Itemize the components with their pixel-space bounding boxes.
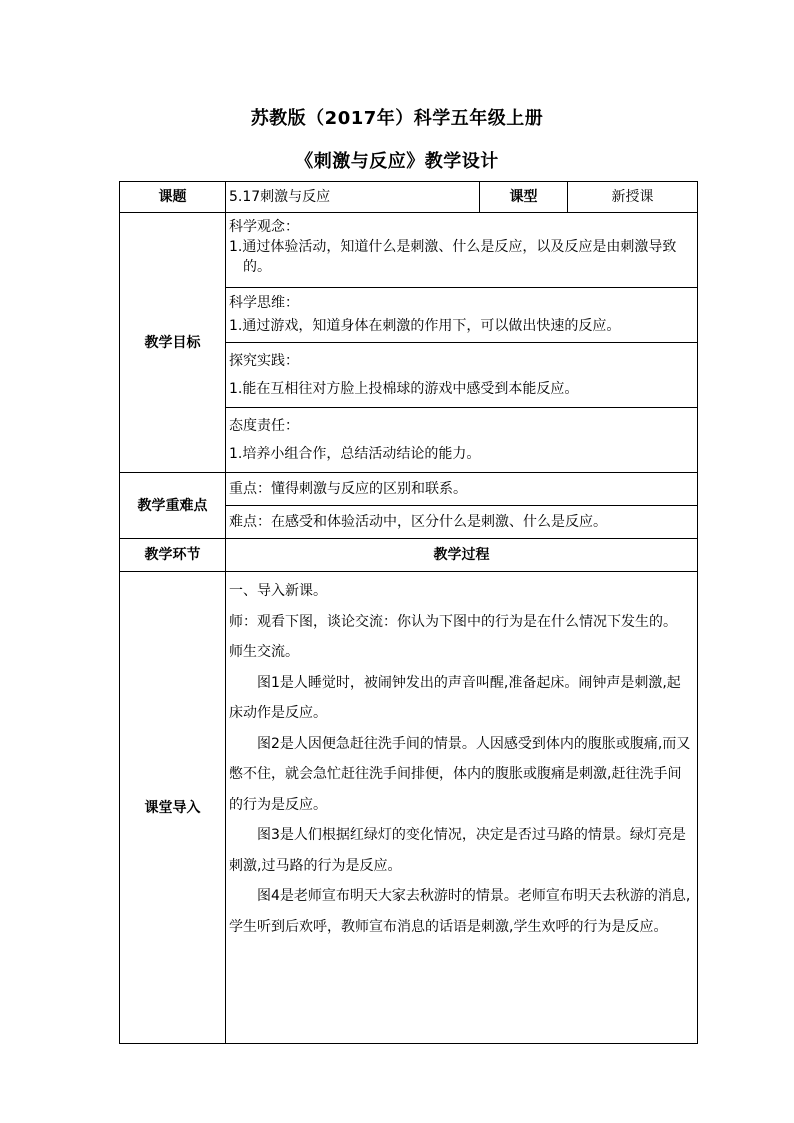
goal-item: 1.能在互相往对方脸上投棉球的游戏中感受到本能反应。 bbox=[229, 381, 579, 397]
process-paragraph: 图1是人睡觉时，被闹钟发出的声音叫醒,准备起床。闹钟声是刺激,起床动作是反应。 bbox=[229, 674, 681, 721]
lesson-plan-table bbox=[119, 181, 698, 1044]
document-subtitle: 《刺激与反应》教学设计 bbox=[295, 151, 499, 172]
goal-item: 1.通过体验活动，知道什么是刺激、什么是反应，以及反应是由刺激导致的。 bbox=[229, 239, 677, 275]
process-paragraph: 图4是老师宣布明天大家去秋游时的情景。老师宣布明天去秋游的消息,学生听到后欢呼，教师宣布消息的话语是刺激,学生欢呼的行为是反应。 bbox=[229, 888, 691, 935]
goal-heading: 探究实践： bbox=[229, 353, 299, 369]
process-paragraph: 图2是人因便急赶往洗手间的情景。人因感受到体内的腹胀或腹痛,而又憋不住，就会急忙赶往洗手间排便，体内的腹胀或腹痛是刺激,赶往洗手间的行为是反应。 bbox=[229, 735, 691, 813]
goal-item: 1.通过游戏，知道身体在刺激的作用下，可以做出快速的反应。 bbox=[229, 318, 621, 334]
goal-section-attitude bbox=[226, 408, 698, 473]
process-header: 教学过程 bbox=[226, 539, 698, 572]
key-point: 重点：懂得刺激与反应的区别和联系。 bbox=[226, 473, 698, 506]
difficult-point: 难点：在感受和体验活动中，区分什么是刺激、什么是反应。 bbox=[226, 506, 698, 539]
process-paragraph: 图3是人们根据红绿灯的变化情况，决定是否过马路的情景。绿灯亮是刺激,过马路的行为是反应。 bbox=[229, 827, 686, 874]
type-value: 新授课 bbox=[568, 182, 698, 213]
stage-header: 教学环节 bbox=[120, 539, 226, 572]
keypoints-label: 教学重难点 bbox=[120, 473, 226, 539]
process-paragraph: 一、导入新课。 bbox=[229, 583, 327, 599]
intro-label: 课堂导入 bbox=[120, 572, 226, 1044]
goal-heading: 态度责任： bbox=[229, 418, 299, 434]
process-paragraph: 师生交流。 bbox=[229, 644, 299, 660]
type-label: 课型 bbox=[480, 182, 568, 213]
goal-section-concept bbox=[226, 213, 698, 288]
goals-label: 教学目标 bbox=[120, 213, 226, 473]
goal-item: 1.培养小组合作，总结活动结论的能力。 bbox=[229, 446, 481, 462]
topic-row bbox=[120, 182, 698, 213]
goal-section-practice bbox=[226, 343, 698, 408]
goal-heading: 科学观念： bbox=[229, 219, 299, 235]
process-paragraph: 师：观看下图，谈论交流：你认为下图中的行为是在什么情况下发生的。 bbox=[229, 613, 677, 630]
goal-heading: 科学思维： bbox=[229, 295, 299, 311]
document-title: 苏教版（2017年）科学五年级上册 bbox=[250, 108, 544, 129]
goal-section-thinking bbox=[226, 288, 698, 343]
topic-value: 5.17刺激与反应 bbox=[226, 182, 480, 213]
intro-process bbox=[226, 572, 698, 1044]
topic-label: 课题 bbox=[120, 182, 226, 213]
